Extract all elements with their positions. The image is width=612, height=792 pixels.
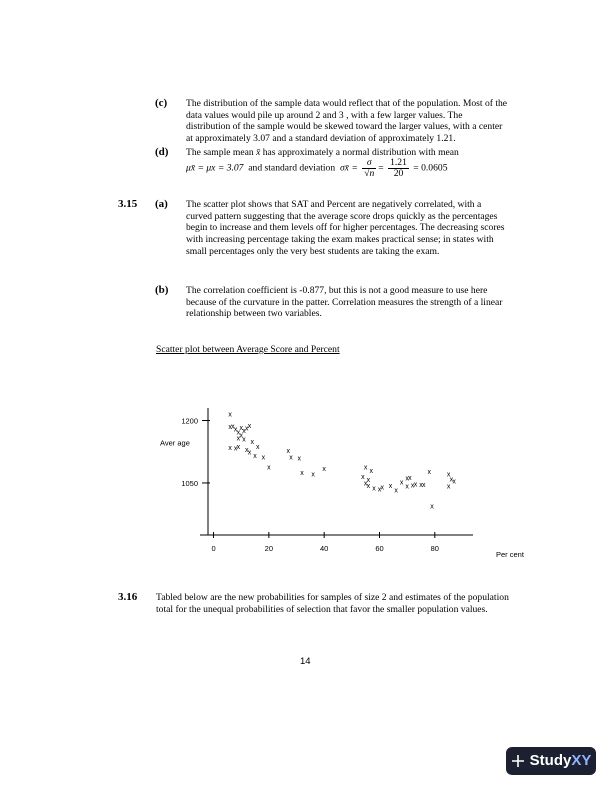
data-point: x	[363, 464, 368, 472]
plus-icon	[511, 754, 525, 768]
plot-title: Scatter plot between Average Score and Percent	[156, 344, 340, 355]
data-point: x	[377, 486, 382, 494]
x-tick-label: 60	[375, 544, 384, 553]
item-d-text	[186, 147, 508, 159]
data-point: x	[405, 475, 409, 483]
data-point: x	[239, 425, 243, 433]
data-point: x	[239, 432, 243, 440]
data-point: x	[363, 480, 368, 488]
xbar-symbol: x̄	[256, 147, 261, 158]
y-tick-label: 1050	[181, 478, 198, 488]
data-point: x	[231, 423, 235, 431]
badge-text-study: Study	[529, 751, 572, 769]
data-point: x	[247, 449, 252, 457]
data-point: x	[253, 452, 257, 460]
data-point: x	[261, 454, 266, 462]
data-point: x	[430, 503, 434, 511]
fraction-value: $\frac{1.21}{20}$	[390, 157, 407, 179]
x-tick-label: 20	[264, 544, 274, 553]
problem-315-b-text: The correlation coefficient is -0.877, but this is not a good measure to use here because of the curvature in the patter. Correlation measures the strength of a linear relationship between two variables.	[186, 285, 503, 320]
data-point: x	[267, 464, 271, 472]
data-point: x	[228, 445, 232, 453]
data-point: x	[236, 429, 241, 437]
data-point: x	[311, 471, 315, 479]
problem-316-number: 3.16	[118, 591, 138, 603]
data-point: x	[233, 426, 238, 434]
problem-316-text: Tabled below are the new probabilities for samples of size 2 and estimates of the population total for the unequal probabilities of selection that favor the smaller population values.	[156, 592, 509, 615]
data-point: x	[322, 465, 326, 473]
data-point: x	[452, 478, 456, 486]
data-point: x	[244, 447, 249, 455]
data-point: x	[419, 482, 423, 490]
data-point: x	[236, 435, 241, 443]
item-c-text: The distribution of the sample data would reflect that of the population. Most of the data values would pile up around 2 and 3 , with a few larger values. The distribution of the sample would be skewed toward the larger values, with a center at approximately 3.07 and a standard deviation of approximately 1.21.	[186, 98, 508, 145]
data-point: x	[410, 482, 415, 490]
item-c-label: (c)	[155, 97, 168, 109]
data-point: x	[244, 425, 249, 433]
data-point: x	[427, 468, 432, 476]
data-point: x	[369, 467, 373, 475]
data-point: x	[399, 479, 404, 487]
data-point: x	[405, 483, 409, 491]
item-d-text-pre: The sample mean	[186, 147, 254, 158]
data-point: x	[388, 482, 393, 490]
fraction-sigma-over-root-n: $\frac{\sigma}{√n}$	[364, 157, 375, 179]
data-point: x	[256, 443, 260, 451]
problem-315-b-label: (b)	[155, 284, 169, 296]
data-point: x	[446, 471, 451, 479]
data-point: x	[250, 438, 255, 446]
scatter-plot	[150, 400, 530, 565]
data-point: x	[449, 476, 454, 484]
x-axis-label: Per cent	[496, 550, 524, 559]
data-point: x	[372, 485, 376, 493]
sd-result: = 0.0605	[413, 162, 448, 174]
data-point: x	[297, 455, 302, 463]
data-point: x	[233, 445, 238, 453]
x-tick-label: 40	[319, 544, 329, 553]
x-tick-label: 0	[211, 544, 216, 553]
page-number: 14	[300, 656, 311, 667]
item-d-label: (d)	[155, 146, 169, 158]
badge-text-xy: XY	[571, 751, 592, 769]
data-point: x	[366, 482, 371, 490]
data-point: x	[446, 483, 451, 491]
sigma-lhs: σx̄ =	[339, 162, 358, 174]
data-point: x	[366, 477, 371, 485]
x-tick-label: 80	[430, 544, 439, 553]
formula-line: μx̄ = μx = 3.07 and standard deviation σx̄ = $\frac{\sigma}{√n}$ = $\frac{1.21}{20}$ = 0.0605	[186, 157, 448, 179]
sd-label: and standard deviation	[248, 162, 336, 174]
data-point: x	[300, 470, 304, 478]
data-point: x	[247, 422, 252, 430]
data-point: x	[242, 436, 246, 444]
data-point: x	[286, 447, 290, 455]
studyxy-badge[interactable]	[506, 747, 596, 775]
problem-315-number: 3.15	[118, 198, 138, 210]
data-point: x	[380, 484, 385, 492]
data-point: x	[361, 474, 365, 482]
problem-315-a-label: (a)	[155, 198, 168, 210]
problem-315-a-text: The scatter plot shows that SAT and Percent are negatively correlated, with a curved pattern suggesting that the average score drops quickly as the percentages begin to increase and them levels off for higher percentages. The decreasing scores with increasing percentage taking the exam makes practical sense; in states with small percentages only the very best students are taking the exam.	[186, 199, 505, 257]
data-point: x	[228, 411, 232, 419]
item-d-text-post: has approximately a normal distribution with mean	[262, 147, 459, 158]
data-point: x	[228, 424, 232, 432]
data-point: x	[242, 427, 246, 435]
mu-expression: μx̄ = μx = 3.07	[186, 162, 244, 174]
data-point: x	[289, 454, 293, 462]
data-point: x	[236, 444, 241, 452]
data-point: x	[408, 475, 412, 483]
y-axis-label: Aver age	[160, 438, 190, 448]
data-point: x	[421, 482, 426, 490]
data-point: x	[413, 481, 418, 489]
y-tick-label: 1200	[181, 416, 198, 426]
data-point: x	[394, 487, 398, 495]
